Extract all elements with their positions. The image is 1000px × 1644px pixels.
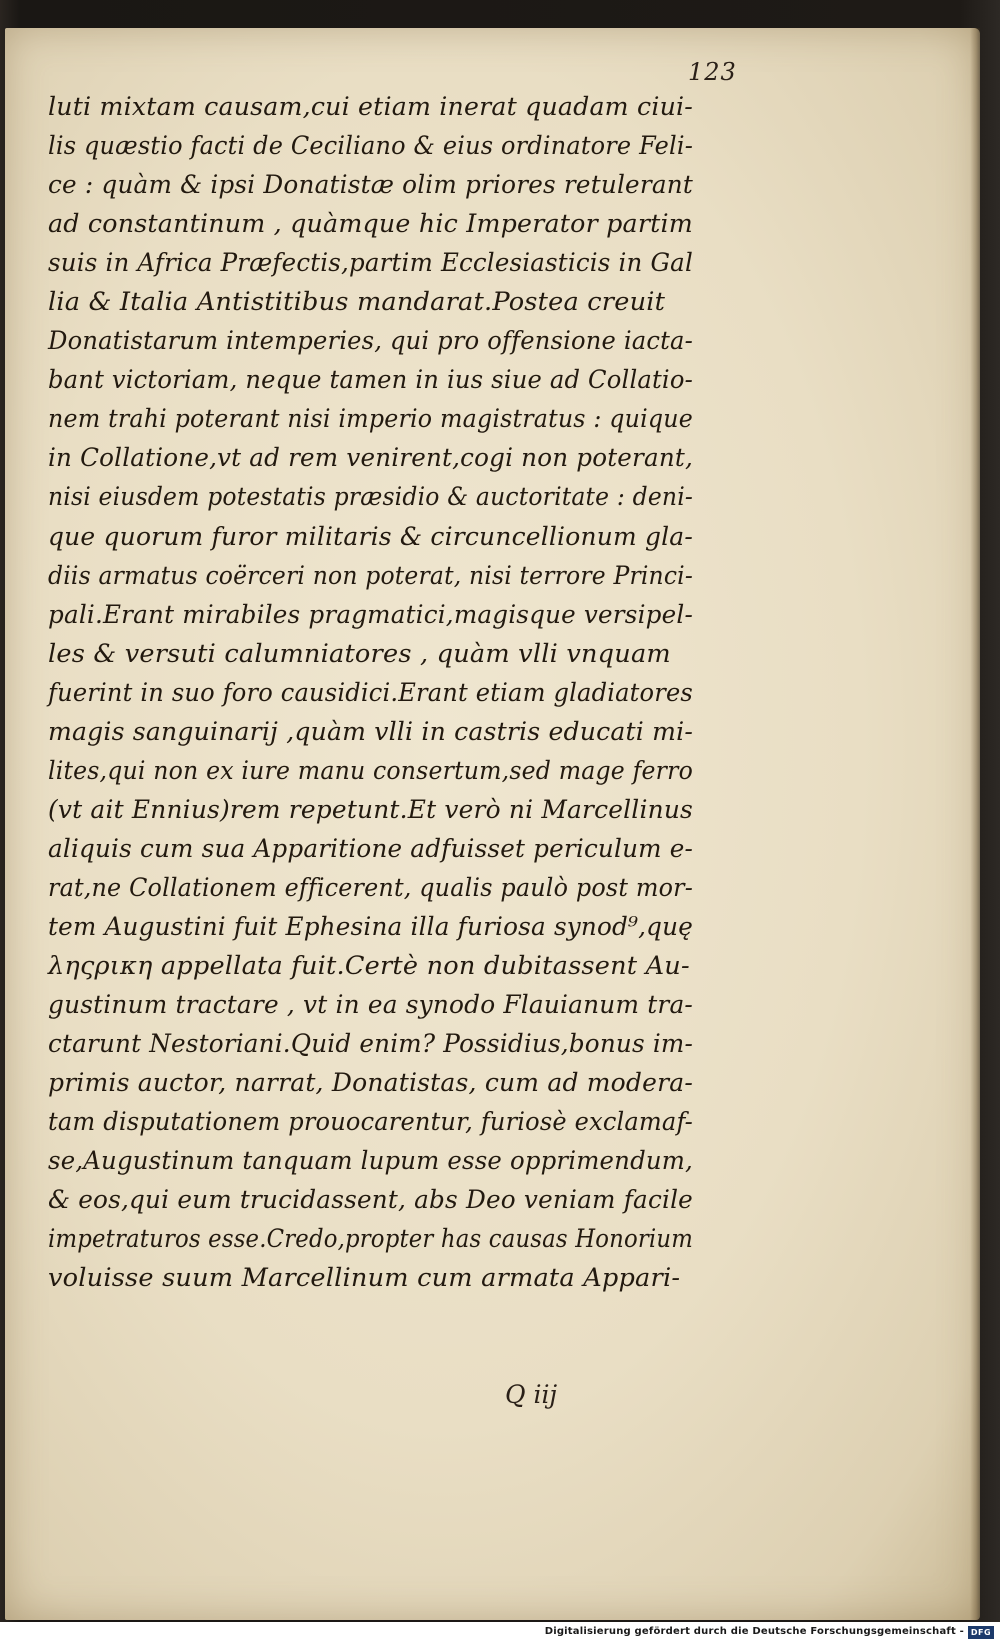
text-line: voluisse suum Marcellinum cum armata Appari- (48, 1263, 681, 1294)
text-line: ad constantinum , quàmque hic Imperator partim (48, 209, 693, 240)
text-line: se,Augustinum tanquam lupum esse opprimendum, (48, 1146, 693, 1177)
text-line: & eos,qui eum trucidassent, abs Deo veniam facile (48, 1185, 693, 1216)
text-line: tam disputationem prouocarentur, furiosè exclamaf- (48, 1107, 693, 1138)
text-line: ληςρικη appellata fuit.Certè non dubitassent Au- (48, 951, 690, 982)
page-number: 123 (688, 58, 737, 86)
funding-credit: Digitalisierung gefördert durch die Deutsche Forschungsgemeinschaft - (544, 1626, 964, 1637)
text-line: nisi eiusdem potestatis præsidio & auctoritate : deni- (48, 482, 693, 513)
text-line: impetraturos esse.Credo,propter has causas Honorium (48, 1224, 693, 1255)
text-line: ce : quàm & ipsi Donatistæ olim priores retulerant (48, 170, 693, 201)
text-line: que quorum furor militaris & circuncellionum gla- (48, 521, 693, 552)
dfg-logo: DFG (968, 1626, 994, 1639)
text-line: fuerint in suo foro causidici.Erant etiam gladiatores (48, 677, 693, 708)
text-line: bant victoriam, neque tamen in ius siue ad Collatio- (48, 365, 693, 396)
text-line: gustinum tractare , vt in ea synodo Flauianum tra- (48, 990, 693, 1021)
text-line: diis armatus coërceri non poterat, nisi terrore Princi- (48, 560, 693, 591)
text-line: aliquis cum sua Apparitione adfuisset periculum e- (48, 833, 693, 864)
text-line: in Collatione,vt ad rem venirent,cogi non poterant, (48, 443, 693, 474)
text-line: les & versuti calumniatores , quàm vlli vnquam (48, 638, 671, 669)
text-line: pali.Erant mirabiles pragmatici,magisque versipel- (48, 599, 693, 630)
text-line: lia & Italia Antistitibus mandarat.Postea creuit (48, 287, 666, 318)
text-line: (vt ait Ennius)rem repetunt.Et verò ni Marcellinus (48, 794, 693, 825)
text-line: primis auctor, narrat, Donatistas, cum ad modera- (48, 1068, 693, 1099)
text-line: tem Augustini fuit Ephesina illa furiosa synod⁹,quę (48, 911, 693, 942)
text-line: suis in Africa Præfectis,partim Ecclesiasticis in Gal (48, 248, 693, 279)
text-line: nem trahi poterant nisi imperio magistratus : quique (48, 404, 693, 435)
text-line: Donatistarum intemperies, qui pro offensione iacta- (48, 326, 693, 357)
body-text (48, 88, 708, 1298)
text-line: luti mixtam causam,cui etiam inerat quadam ciui- (48, 92, 693, 122)
signature-mark: Q iij (505, 1380, 558, 1409)
text-line: rat,ne Collationem efficerent, qualis paulò post mor- (48, 872, 693, 903)
text-line: ctarunt Nestoriani.Quid enim? Possidius,bonus im- (48, 1029, 693, 1060)
page-edge-shadow (970, 28, 980, 1620)
footer-bar (0, 1622, 1000, 1644)
text-line: lites,qui non ex iure manu consertum,sed mage ferro (48, 755, 693, 786)
text-line: magis sanguinarij ,quàm vlli in castris educati mi- (48, 716, 693, 747)
text-line: lis quæstio facti de Ceciliano & eius ordinatore Feli- (48, 131, 693, 162)
